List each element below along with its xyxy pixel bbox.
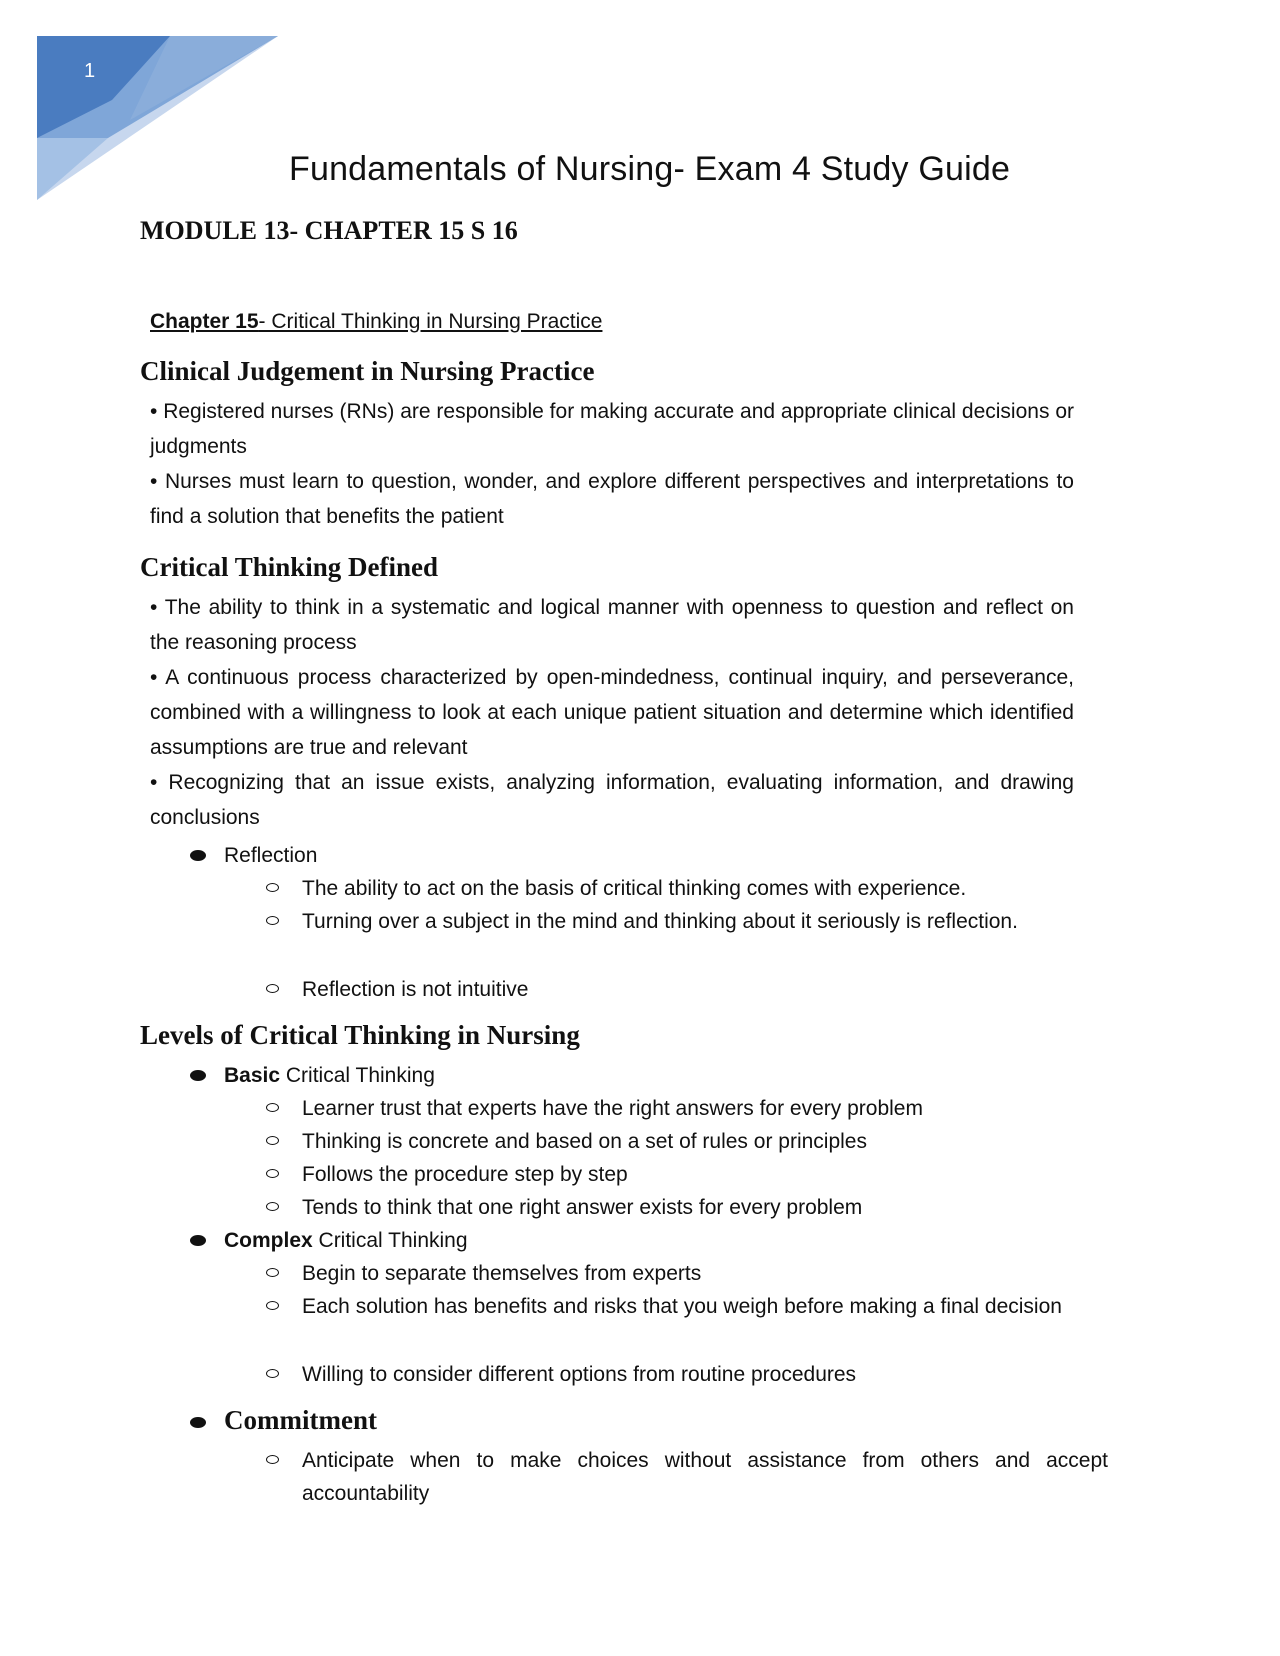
- paragraph: • The ability to think in a systematic and logical manner with openness to question and reflect on the reasoning process: [150, 596, 1074, 654]
- circle-bullet-icon: [266, 1202, 279, 1211]
- list-item: Commitment: [190, 1404, 377, 1439]
- module-title: MODULE 13- CHAPTER 15 S 16: [140, 216, 518, 245]
- chapter-label: Chapter 15: [150, 310, 259, 333]
- paragraph: • Recognizing that an issue exists, analyzing information, evaluating information, and drawing conclusions: [150, 771, 1074, 829]
- list-item: Thinking is concrete and based on a set of rules or principles: [266, 1125, 1086, 1158]
- list-item: Reflection is not intuitive: [266, 973, 1086, 1006]
- list-item: Begin to separate themselves from experts: [266, 1257, 1086, 1290]
- circle-bullet-icon: [266, 984, 279, 993]
- circle-bullet-icon: [266, 1455, 279, 1464]
- list-item: Follows the procedure step by step: [266, 1158, 1086, 1191]
- list-item: Turning over a subject in the mind and thinking about it seriously is reflection.: [266, 905, 1086, 938]
- list-item: Willing to consider different options from routine procedures: [266, 1358, 1086, 1391]
- bullet-icon: [190, 850, 206, 861]
- paragraph: • Registered nurses (RNs) are responsible for making accurate and appropriate clinical decisions or judgments: [150, 400, 1074, 458]
- bullet-icon: [190, 1235, 206, 1246]
- list-item: Each solution has benefits and risks that you weigh before making a final decision: [266, 1290, 1086, 1323]
- circle-bullet-icon: [266, 883, 279, 892]
- document-title: Fundamentals of Nursing- Exam 4 Study Guide: [289, 150, 1011, 188]
- circle-bullet-icon: [266, 1369, 279, 1378]
- list-item: Anticipate when to make choices without assistance from others and accept accountability: [266, 1444, 1086, 1510]
- corner-graphic: [0, 0, 300, 220]
- list-item: Tends to think that one right answer exists for every problem: [266, 1191, 1086, 1224]
- page-number: 1: [84, 60, 96, 82]
- list-item: Complex Critical Thinking: [190, 1224, 468, 1257]
- circle-bullet-icon: [266, 1301, 279, 1310]
- circle-bullet-icon: [266, 1136, 279, 1145]
- paragraph: • A continuous process characterized by open-mindedness, continual inquiry, and perseverance, combined with a willingness to look at each unique patient situation and determine which identified assumptions are true and relevant: [150, 666, 1074, 759]
- section-heading-defined: Critical Thinking Defined: [140, 552, 439, 582]
- bullet-icon: [190, 1417, 206, 1428]
- list-item: Reflection: [190, 839, 317, 872]
- circle-bullet-icon: [266, 1169, 279, 1178]
- circle-bullet-icon: [266, 1268, 279, 1277]
- circle-bullet-icon: [266, 1103, 279, 1112]
- list-item: Basic Critical Thinking: [190, 1059, 435, 1092]
- list-item: Learner trust that experts have the right answers for every problem: [266, 1092, 1086, 1125]
- chapter-heading: [150, 310, 602, 334]
- circle-bullet-icon: [266, 916, 279, 925]
- list-item: The ability to act on the basis of critical thinking comes with experience.: [266, 872, 1086, 905]
- section-heading-clinical: Clinical Judgement in Nursing Practice: [140, 356, 595, 386]
- chapter-title: - Critical Thinking in Nursing Practice: [258, 310, 603, 333]
- section-heading-levels: Levels of Critical Thinking in Nursing: [140, 1020, 580, 1050]
- bullet-icon: [190, 1070, 206, 1081]
- paragraph: • Nurses must learn to question, wonder, and explore different perspectives and interpretations to find a solution that benefits the patient: [150, 470, 1074, 528]
